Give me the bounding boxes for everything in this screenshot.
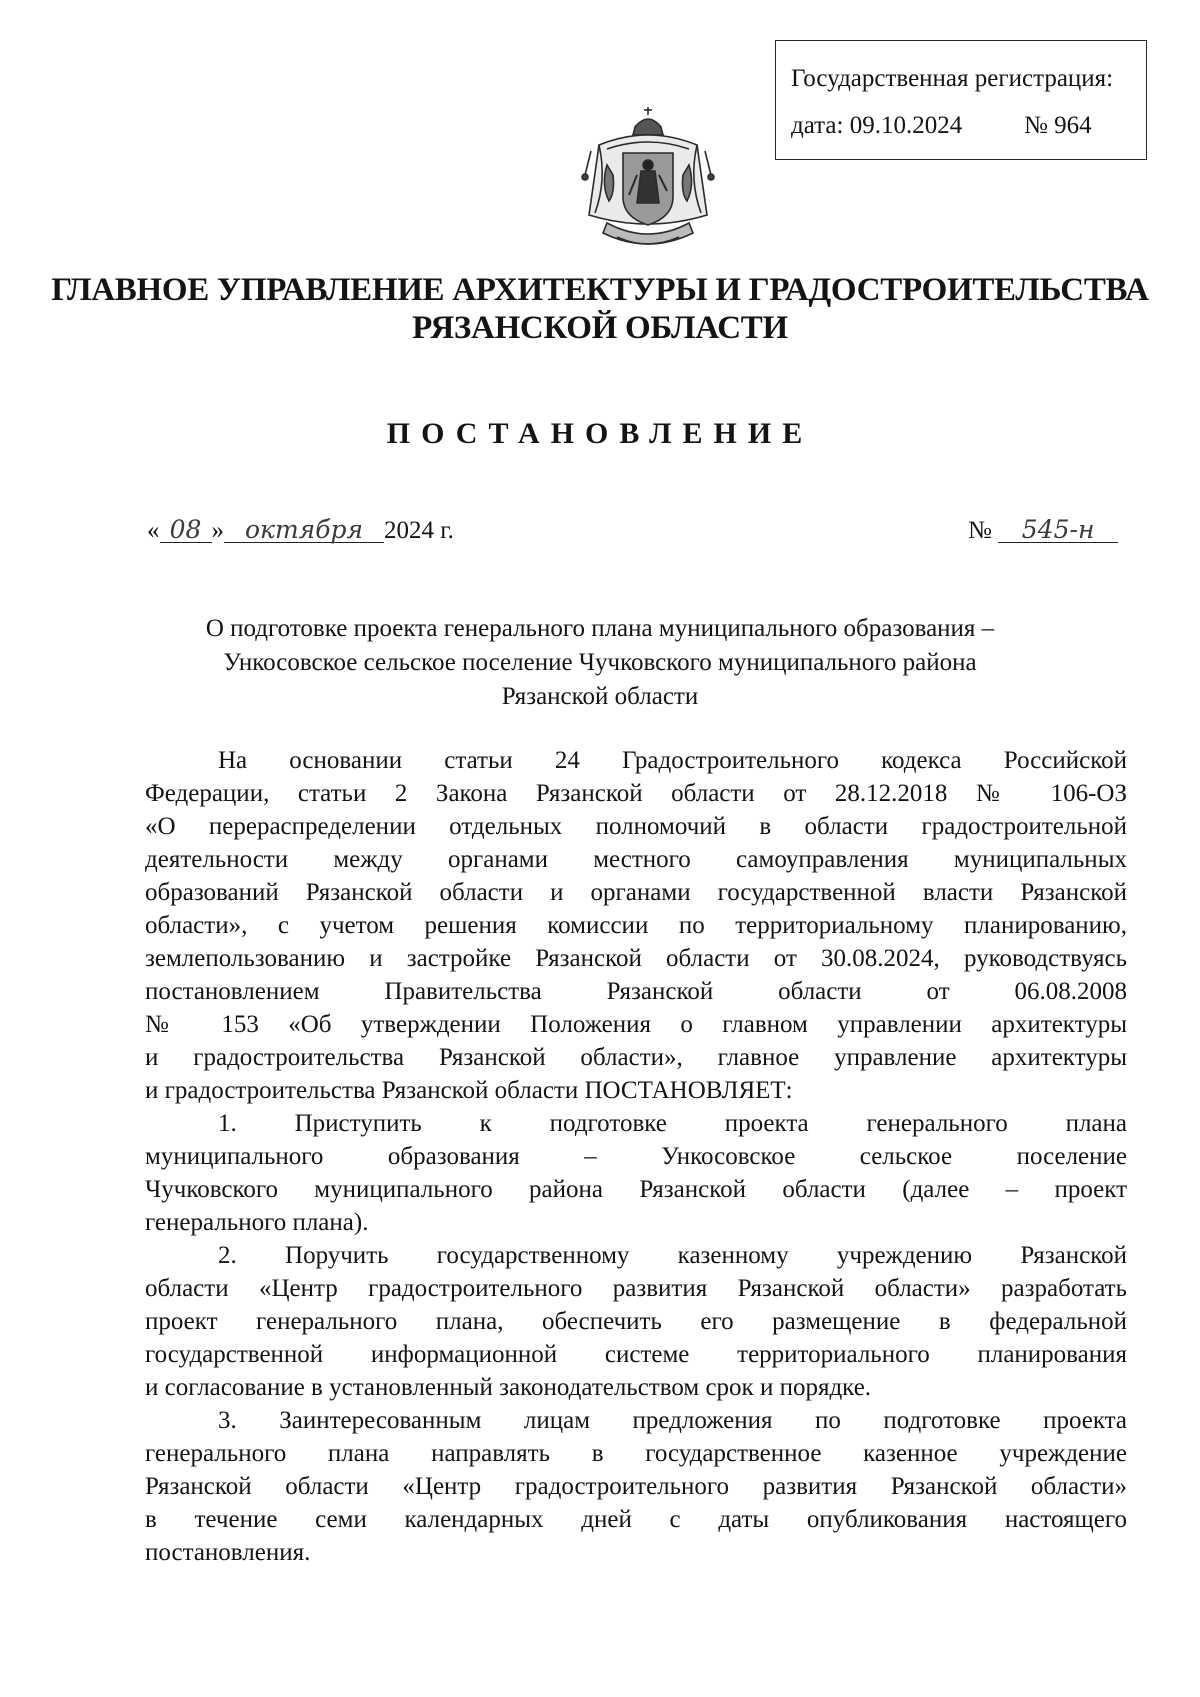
- subject-line: О подготовке проекта генерального плана муниципального образования –: [205, 615, 995, 642]
- body-line: № 153 «Об утверждении Положения о главном управлении архитектуры: [145, 1011, 1127, 1038]
- body-line: муниципального образования – Ункосовское сельское поселение: [145, 1143, 1127, 1170]
- date-year: 2024 г.: [384, 517, 454, 544]
- body-line: в течение семи календарных дней с даты опубликования настоящего: [145, 1506, 1127, 1533]
- body-line: государственной информационной системе территориального планирования: [145, 1341, 1127, 1368]
- body-line: генерального плана).: [145, 1209, 369, 1236]
- date-month: октября: [224, 517, 384, 543]
- body-line: образований Рязанской области и органами государственной власти Рязанской: [145, 879, 1127, 906]
- decree-date: [147, 517, 454, 543]
- body-line: На основании статьи 24 Градостроительного кодекса Российской: [218, 747, 1127, 774]
- subject-line: Ункосовское сельское поселение Чучковского муниципального района: [223, 649, 977, 676]
- body-line: 3. Заинтересованным лицам предложения по подготовке проекта: [218, 1407, 1127, 1434]
- registration-date: дата: 09.10.2024: [791, 112, 963, 139]
- body-line: 1. Приступить к подготовке проекта генерального плана: [218, 1110, 1127, 1137]
- body-line: Рязанской области «Центр градостроительного развития Рязанской области»: [145, 1473, 1127, 1500]
- body-line: и согласование в установленный законодательством срок и порядке.: [145, 1374, 872, 1401]
- subject-line: Рязанской области: [501, 683, 699, 710]
- number-value: 545-н: [998, 517, 1118, 543]
- body-line: постановления.: [145, 1539, 311, 1566]
- body-line: области», с учетом решения комиссии по территориальному планированию,: [145, 912, 1127, 939]
- organization-name-line2: РЯЗАНСКОЙ ОБЛАСТИ: [412, 310, 788, 346]
- body-line: землепользованию и застройке Рязанской области от 30.08.2024, руководствуясь: [145, 945, 1127, 972]
- body-line: деятельности между органами местного самоуправления муниципальных: [145, 846, 1127, 873]
- coat-of-arms-icon: [577, 105, 719, 255]
- body-line: генерального плана направлять в государственное казенное учреждение: [145, 1440, 1127, 1467]
- body-line: области «Центр градостроительного развития Рязанской области» разработать: [145, 1275, 1127, 1302]
- registration-number: № 964: [1024, 112, 1092, 139]
- organization-name-line1: ГЛАВНОЕ УПРАВЛЕНИЕ АРХИТЕКТУРЫ И ГРАДОСТРОИТЕЛЬСТВА: [51, 272, 1149, 308]
- body-line: Чучковского муниципального района Рязанской области (далее – проект: [145, 1176, 1127, 1203]
- decree-number: [968, 517, 1118, 543]
- number-prefix: №: [968, 517, 992, 544]
- body-line: 2. Поручить государственному казенному учреждению Рязанской: [218, 1242, 1127, 1269]
- body-line: проект генерального плана, обеспечить его размещение в федеральной: [145, 1308, 1127, 1335]
- date-close-quote: »: [211, 517, 224, 544]
- document-type-heading: ПОСТАНОВЛЕНИЕ: [386, 417, 814, 450]
- body-line: и градостроительства Рязанской области», главное управление архитектуры: [145, 1044, 1127, 1071]
- body-line: и градостроительства Рязанской области ПОСТАНОВЛЯЕТ:: [145, 1077, 793, 1104]
- registration-stamp: [775, 40, 1147, 160]
- body-line: Федерации, статьи 2 Закона Рязанской области от 28.12.2018 № 106-ОЗ: [145, 780, 1127, 807]
- date-day: 08: [160, 517, 212, 543]
- date-open-quote: «: [147, 517, 160, 544]
- body-line: «О перераспределении отдельных полномочий в области градостроительной: [145, 813, 1127, 840]
- registration-title: Государственная регистрация:: [791, 65, 1114, 92]
- body-line: постановлением Правительства Рязанской области от 06.08.2008: [145, 978, 1127, 1005]
